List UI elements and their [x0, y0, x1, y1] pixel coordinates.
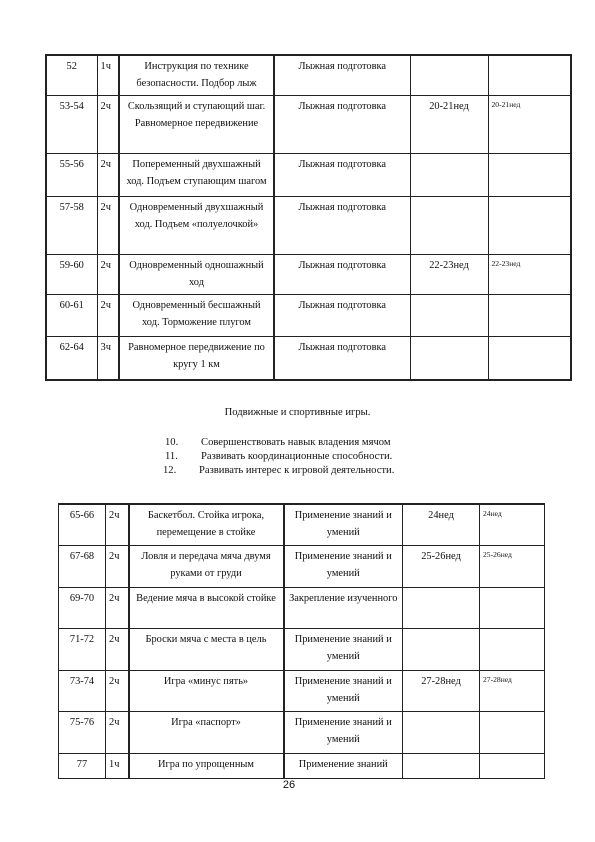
- table-row: [59, 711, 545, 753]
- lesson-section: Лыжная подготовка: [274, 153, 410, 196]
- table-row: [59, 670, 545, 711]
- lesson-hours: 3ч: [97, 336, 119, 380]
- lesson-plan-week: [410, 55, 488, 95]
- lesson-section: Применение знаний и умений: [284, 545, 403, 587]
- lesson-plan-week: 25-26нед: [403, 545, 480, 587]
- lesson-section: Применение знаний и умений: [284, 504, 403, 545]
- lesson-fact-week: [488, 294, 571, 336]
- lesson-section: Лыжная подготовка: [274, 95, 410, 153]
- lesson-section: Лыжная подготовка: [274, 254, 410, 294]
- lesson-topic: Инструкция по технике безопасности. Подбор лыж: [119, 55, 274, 95]
- lesson-number: 73-74: [59, 670, 106, 711]
- lesson-fact-week: [488, 55, 571, 95]
- lesson-fact-week: 20-21нед: [488, 95, 571, 153]
- lesson-number: 69-70: [59, 587, 106, 628]
- lesson-hours: 2ч: [97, 153, 119, 196]
- lesson-number: 59-60: [46, 254, 97, 294]
- lesson-section: Лыжная подготовка: [274, 294, 410, 336]
- goal-text: Развивать координационные способности.: [201, 451, 393, 462]
- lesson-number: 67-68: [59, 545, 106, 587]
- lesson-fact-week: [480, 711, 545, 753]
- lesson-fact-week: [488, 153, 571, 196]
- lesson-section: Применение знаний и умений: [284, 670, 403, 711]
- table-row: [46, 336, 571, 380]
- lesson-section: Применение знаний и умений: [284, 711, 403, 753]
- lesson-topic: Игра «минус пять»: [129, 670, 284, 711]
- goal-text: Совершенствовать навык владения мячом: [201, 437, 391, 448]
- goal-item: [165, 451, 392, 462]
- lesson-plan-week: 22-23нед: [410, 254, 488, 294]
- section-heading: Подвижные и спортивные игры.: [224, 407, 371, 418]
- lesson-hours: 2ч: [97, 294, 119, 336]
- lesson-plan-week: [403, 587, 480, 628]
- lesson-topic: Ведение мяча в высокой стойке: [129, 587, 284, 628]
- lesson-plan-week: [410, 153, 488, 196]
- lesson-number: 52: [46, 55, 97, 95]
- lesson-fact-week: [480, 587, 545, 628]
- lesson-fact-week: 22-23нед: [488, 254, 571, 294]
- lesson-number: 57-58: [46, 196, 97, 254]
- lesson-fact-week: [480, 753, 545, 778]
- table-row: [46, 153, 571, 196]
- goal-number: 10.: [165, 437, 179, 448]
- lesson-plan-week: [410, 196, 488, 254]
- lesson-section: Лыжная подготовка: [274, 196, 410, 254]
- goal-item: [165, 437, 391, 448]
- lesson-number: 77: [59, 753, 106, 778]
- lesson-hours: 2ч: [106, 711, 129, 753]
- lesson-hours: 2ч: [97, 95, 119, 153]
- lesson-section: Закрепление изученного: [284, 587, 403, 628]
- lesson-fact-week: [480, 628, 545, 670]
- lesson-section: Лыжная подготовка: [274, 336, 410, 380]
- lesson-plan-week: 27-28нед: [403, 670, 480, 711]
- lesson-hours: 2ч: [97, 254, 119, 294]
- lesson-plan-week: [403, 711, 480, 753]
- lesson-topic: Баскетбол. Стойка игрока, перемещение в стойке: [129, 504, 284, 545]
- lesson-plan-week: [410, 336, 488, 380]
- lesson-number: 62-64: [46, 336, 97, 380]
- lesson-section: Применение знаний и умений: [284, 628, 403, 670]
- goal-text: Развивать интерес к игровой деятельности.: [199, 465, 395, 476]
- lesson-hours: 2ч: [106, 545, 129, 587]
- page-number: 26: [282, 779, 296, 791]
- table-row: [59, 753, 545, 778]
- lesson-number: 71-72: [59, 628, 106, 670]
- lesson-fact-week: 27-28нед: [480, 670, 545, 711]
- table-row: [46, 196, 571, 254]
- table-row: [59, 628, 545, 670]
- lesson-hours: 2ч: [106, 628, 129, 670]
- lesson-topic: Равномерное передвижение по кругу 1 км: [119, 336, 274, 380]
- lesson-topic: Игра «пaспорт»: [129, 711, 284, 753]
- lesson-plan-week: [403, 628, 480, 670]
- lesson-hours: 2ч: [97, 196, 119, 254]
- table-row: [46, 254, 571, 294]
- lesson-plan-week: 20-21нед: [410, 95, 488, 153]
- lesson-fact-week: 25-26нед: [480, 545, 545, 587]
- lesson-topic: Одновременный бесшажный ход. Торможение плугом: [119, 294, 274, 336]
- lesson-topic: Ловля и передача мяча двумя руками от груди: [129, 545, 284, 587]
- goal-item: [163, 465, 394, 476]
- lesson-fact-week: [488, 196, 571, 254]
- lesson-fact-week: 24нед: [480, 504, 545, 545]
- games-lessons-table: [58, 503, 545, 779]
- lesson-hours: 1ч: [97, 55, 119, 95]
- lesson-number: 75-76: [59, 711, 106, 753]
- lesson-section: Лыжная подготовка: [274, 55, 410, 95]
- lesson-hours: 2ч: [106, 504, 129, 545]
- lesson-plan-week: [410, 294, 488, 336]
- lesson-fact-week: [488, 336, 571, 380]
- lesson-plan-week: 24нед: [403, 504, 480, 545]
- lesson-number: 60-61: [46, 294, 97, 336]
- lesson-section: Применение знаний: [284, 753, 403, 778]
- lesson-topic: Попеременный двухшажный ход. Подъем ступающим шагом: [119, 153, 274, 196]
- lesson-topic: Броски мяча с места в цель: [129, 628, 284, 670]
- goal-number: 11.: [165, 451, 178, 462]
- table-row: [59, 504, 545, 545]
- lesson-topic: Одновременный одношажный ход: [119, 254, 274, 294]
- lesson-number: 55-56: [46, 153, 97, 196]
- lesson-plan-week: [403, 753, 480, 778]
- lesson-topic: Одновременный двухшажный ход. Подъем «полуелочкой»: [119, 196, 274, 254]
- lesson-topic: Игра по упрощенным: [129, 753, 284, 778]
- lesson-number: 65-66: [59, 504, 106, 545]
- table-row: [46, 95, 571, 153]
- table-row: [59, 545, 545, 587]
- lesson-hours: 2ч: [106, 587, 129, 628]
- lesson-hours: 2ч: [106, 670, 129, 711]
- table-row: [59, 587, 545, 628]
- lesson-hours: 1ч: [106, 753, 129, 778]
- goal-number: 12.: [163, 465, 177, 476]
- table-row: [46, 294, 571, 336]
- lesson-topic: Скользящий и ступающий шаг. Равномерное передвижение: [119, 95, 274, 153]
- ski-lessons-table: [45, 54, 572, 381]
- table-row: [46, 55, 571, 95]
- lesson-number: 53-54: [46, 95, 97, 153]
